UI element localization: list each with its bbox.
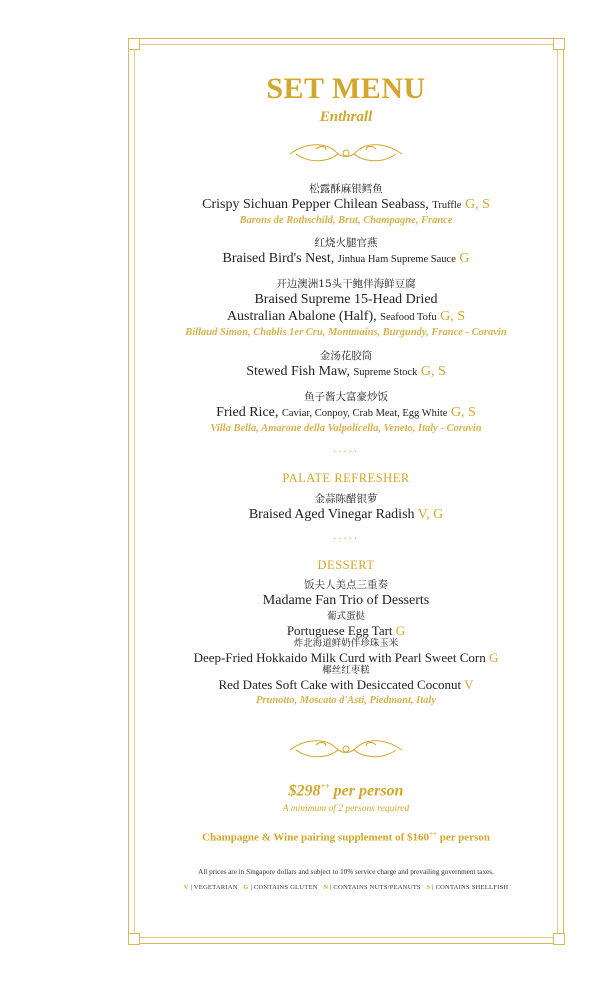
course-name-english: Madame Fan Trio of Desserts bbox=[262, 593, 430, 608]
course-name-chinese: 松露酥麻银鳕鱼 bbox=[309, 183, 383, 195]
legend-key: G bbox=[243, 883, 249, 891]
section-separator: ..... bbox=[333, 444, 359, 455]
pairing-superscript: ++ bbox=[429, 830, 437, 839]
footer bbox=[140, 867, 552, 893]
course-name-english: Braised Bird's Nest, bbox=[222, 251, 335, 266]
minimum-persons-note: A minimum of 2 persons required bbox=[282, 804, 410, 815]
dessert-item bbox=[140, 623, 552, 638]
palate-refresher-title: PALATE REFRESHER bbox=[282, 471, 410, 485]
course-name-chinese: 开边澳洲15头干鲍伴海鲜豆腐 bbox=[276, 278, 416, 290]
dietary-legend: V | VEGETARIAN G | CONTAINS GLUTEN N | CONTAINS NUTS/PEANUTS S | CONTAINS SHELLFISH bbox=[183, 883, 509, 891]
course-name-chinese: 金蒜陈醋银萝 bbox=[314, 493, 378, 505]
course-detail: Seafood Tofu bbox=[380, 312, 437, 323]
pairing-text: Champagne & Wine pairing supplement of $160 bbox=[202, 831, 429, 844]
pairing-supplement bbox=[140, 827, 552, 845]
course-item bbox=[140, 492, 552, 523]
allergen-tags: G, S bbox=[450, 405, 476, 420]
dessert-item-chinese: 炸北海道鲜奶伴珍珠玉米 bbox=[293, 638, 399, 649]
course-name bbox=[140, 404, 552, 422]
wine-pairing: Billaud Simon, Chablis 1er Cru, Montmains, Burgundy, France - Coravin bbox=[185, 327, 507, 338]
course-name-chinese: 红烧火腿官燕 bbox=[314, 237, 378, 249]
corner-ornament-top-right bbox=[553, 38, 565, 50]
course-name-chinese: 金汤花胶筒 bbox=[319, 350, 373, 362]
corner-ornament-top-left bbox=[128, 38, 140, 50]
dessert-item bbox=[140, 677, 552, 692]
price-value: $298 bbox=[288, 782, 321, 800]
wine-pairing: Prunotto, Moscato d'Asti, Piedmont, Italy bbox=[256, 695, 436, 706]
course-name-chinese: 饭夫人美点三重奏 bbox=[304, 579, 388, 591]
pairing-suffix: per person bbox=[439, 831, 490, 844]
course-name bbox=[140, 363, 552, 381]
price-superscript: ++ bbox=[320, 782, 330, 791]
course-name-line-1: Braised Supreme 15-Head Dried bbox=[254, 292, 438, 307]
course-name-english: Braised Aged Vinegar Radish bbox=[248, 507, 415, 522]
menu-subtitle: Enthrall bbox=[319, 109, 373, 125]
dessert-item-name: Red Dates Soft Cake with Desiccated Coconut bbox=[218, 677, 462, 692]
legend-label: VEGETARIAN bbox=[193, 883, 238, 891]
wine-pairing: Barons de Rothschild, Brut, Champagne, France bbox=[239, 215, 453, 226]
course-item bbox=[140, 277, 552, 340]
legend-key: V bbox=[183, 883, 189, 891]
dessert-item-name: Deep-Fried Hokkaido Milk Curd with Pearl Sweet Corn bbox=[193, 650, 486, 665]
course-detail: Supreme Stock bbox=[353, 367, 418, 378]
pricing-block bbox=[140, 778, 552, 845]
section-separator: ..... bbox=[333, 531, 359, 542]
dessert-item-chinese: 葡式蛋挞 bbox=[326, 611, 365, 622]
corner-ornament-bottom-left bbox=[128, 933, 140, 945]
price-per-person: per person bbox=[333, 782, 404, 800]
dessert-title: DESSERT bbox=[317, 558, 375, 572]
course-item bbox=[140, 182, 552, 228]
flourish-ornament-icon bbox=[286, 140, 406, 166]
flourish-ornament-icon bbox=[286, 736, 406, 762]
price-disclaimer: All prices are in Singapore dollars and subject to 10% service charge and prevailing government taxes. bbox=[198, 867, 494, 876]
allergen-tags: V, G bbox=[417, 507, 444, 522]
course-name-english: Crispy Sichuan Pepper Chilean Seabass, bbox=[202, 197, 429, 212]
course-name-english: Australian Abalone (Half), bbox=[226, 309, 377, 324]
course-name bbox=[140, 308, 552, 326]
legend-key: S bbox=[426, 883, 431, 891]
course-item bbox=[140, 236, 552, 268]
course-detail: Jinhua Ham Supreme Sauce bbox=[337, 254, 456, 265]
legend-label: CONTAINS GLUTEN bbox=[253, 883, 318, 891]
set-price bbox=[140, 778, 552, 800]
course-detail: Truffle bbox=[432, 200, 462, 211]
wine-pairing: Villa Bella, Amarone della Valpolicella, Veneto, Italy - Coravin bbox=[210, 423, 482, 434]
dessert-trio bbox=[140, 578, 552, 708]
course-name-english: Fried Rice, bbox=[216, 405, 279, 420]
dessert-item bbox=[140, 650, 552, 665]
allergen-tags: G bbox=[395, 623, 406, 638]
allergen-tags: G, S bbox=[440, 309, 466, 324]
allergen-tags: G bbox=[459, 251, 470, 266]
menu-title: SET MENU bbox=[266, 72, 426, 105]
menu-content bbox=[140, 60, 552, 893]
course-name bbox=[140, 196, 552, 214]
course-name-chinese: 鱼子酱大富豪炒饭 bbox=[304, 391, 388, 403]
course-detail: Caviar, Conpoy, Crab Meat, Egg White bbox=[281, 408, 448, 419]
dessert-item-name: Portuguese Egg Tart bbox=[286, 623, 393, 638]
course-item bbox=[140, 390, 552, 436]
legend-label: CONTAINS NUTS/PEANUTS bbox=[333, 883, 421, 891]
legend-label: CONTAINS SHELLFISH bbox=[435, 883, 509, 891]
course-name-english: Stewed Fish Maw, bbox=[246, 364, 350, 379]
corner-ornament-bottom-right bbox=[553, 933, 565, 945]
allergen-tags: G, S bbox=[420, 364, 446, 379]
course-name bbox=[140, 250, 552, 268]
course-name bbox=[140, 506, 552, 523]
allergen-tags: G, S bbox=[464, 197, 490, 212]
allergen-tags: V bbox=[464, 677, 474, 692]
legend-key: N bbox=[323, 883, 329, 891]
course-item bbox=[140, 349, 552, 381]
allergen-tags: G bbox=[488, 650, 499, 665]
dessert-item-chinese: 椰丝红枣糕 bbox=[322, 665, 370, 676]
